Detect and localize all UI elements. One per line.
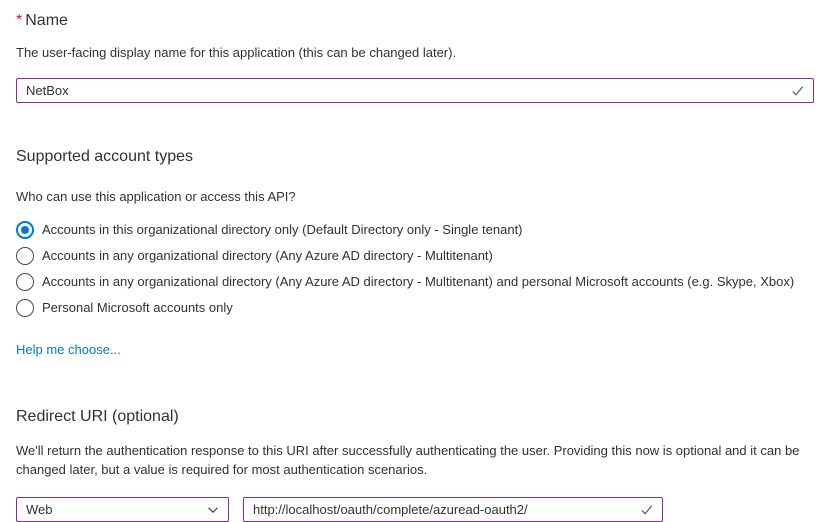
radio-option-label: Accounts in this organizational directory only (Default Directory only - Single tenant): [42, 222, 523, 237]
help-me-choose-link[interactable]: Help me choose...: [16, 342, 121, 357]
radio-button-icon[interactable]: [16, 299, 34, 317]
account-type-radio-group: [16, 217, 814, 321]
radio-option-single-tenant[interactable]: [16, 217, 814, 243]
radio-option-label: Accounts in any organizational directory (Any Azure AD directory - Multitenant) and personal Microsoft accounts (e.g. Skype, Xbox): [42, 274, 795, 289]
radio-option-label: Accounts in any organizational directory (Any Azure AD directory - Multitenant): [42, 248, 493, 263]
radio-option-personal-only[interactable]: [16, 295, 814, 321]
redirect-uri-input-box: [243, 497, 663, 522]
name-input[interactable]: [17, 79, 790, 102]
chevron-down-icon: [206, 503, 220, 517]
radio-button-icon[interactable]: [16, 247, 34, 265]
account-types-question: Who can use this application or access this API?: [16, 189, 296, 204]
radio-button-icon[interactable]: [16, 273, 34, 291]
platform-select[interactable]: [16, 497, 229, 522]
name-description: The user-facing display name for this application (this can be changed later).: [16, 45, 457, 60]
radio-option-multitenant-personal[interactable]: [16, 269, 814, 295]
radio-button-icon[interactable]: [16, 221, 34, 239]
name-input-box: [16, 78, 814, 103]
name-section: [16, 10, 814, 103]
check-icon: [790, 83, 805, 98]
redirect-uri-description: We'll return the authentication response to this URI after successfully authenticating the user. Providing this now is optional and it can be changed later, but a value is required for most authentication scenarios.: [16, 443, 800, 477]
required-marker: *: [16, 12, 23, 29]
radio-option-multitenant[interactable]: [16, 243, 814, 269]
redirect-uri-controls: [16, 497, 814, 522]
supported-account-types-title: Supported account types: [16, 148, 194, 165]
redirect-uri-section: [16, 406, 814, 522]
check-icon: [639, 502, 654, 517]
redirect-uri-input[interactable]: [244, 498, 639, 521]
name-label: Name: [25, 12, 68, 29]
redirect-uri-title: Redirect URI (optional): [16, 408, 179, 425]
supported-account-types-section: [16, 146, 814, 357]
platform-select-value: Web: [26, 502, 53, 517]
name-section-title: [16, 10, 814, 31]
radio-option-label: Personal Microsoft accounts only: [42, 300, 233, 315]
